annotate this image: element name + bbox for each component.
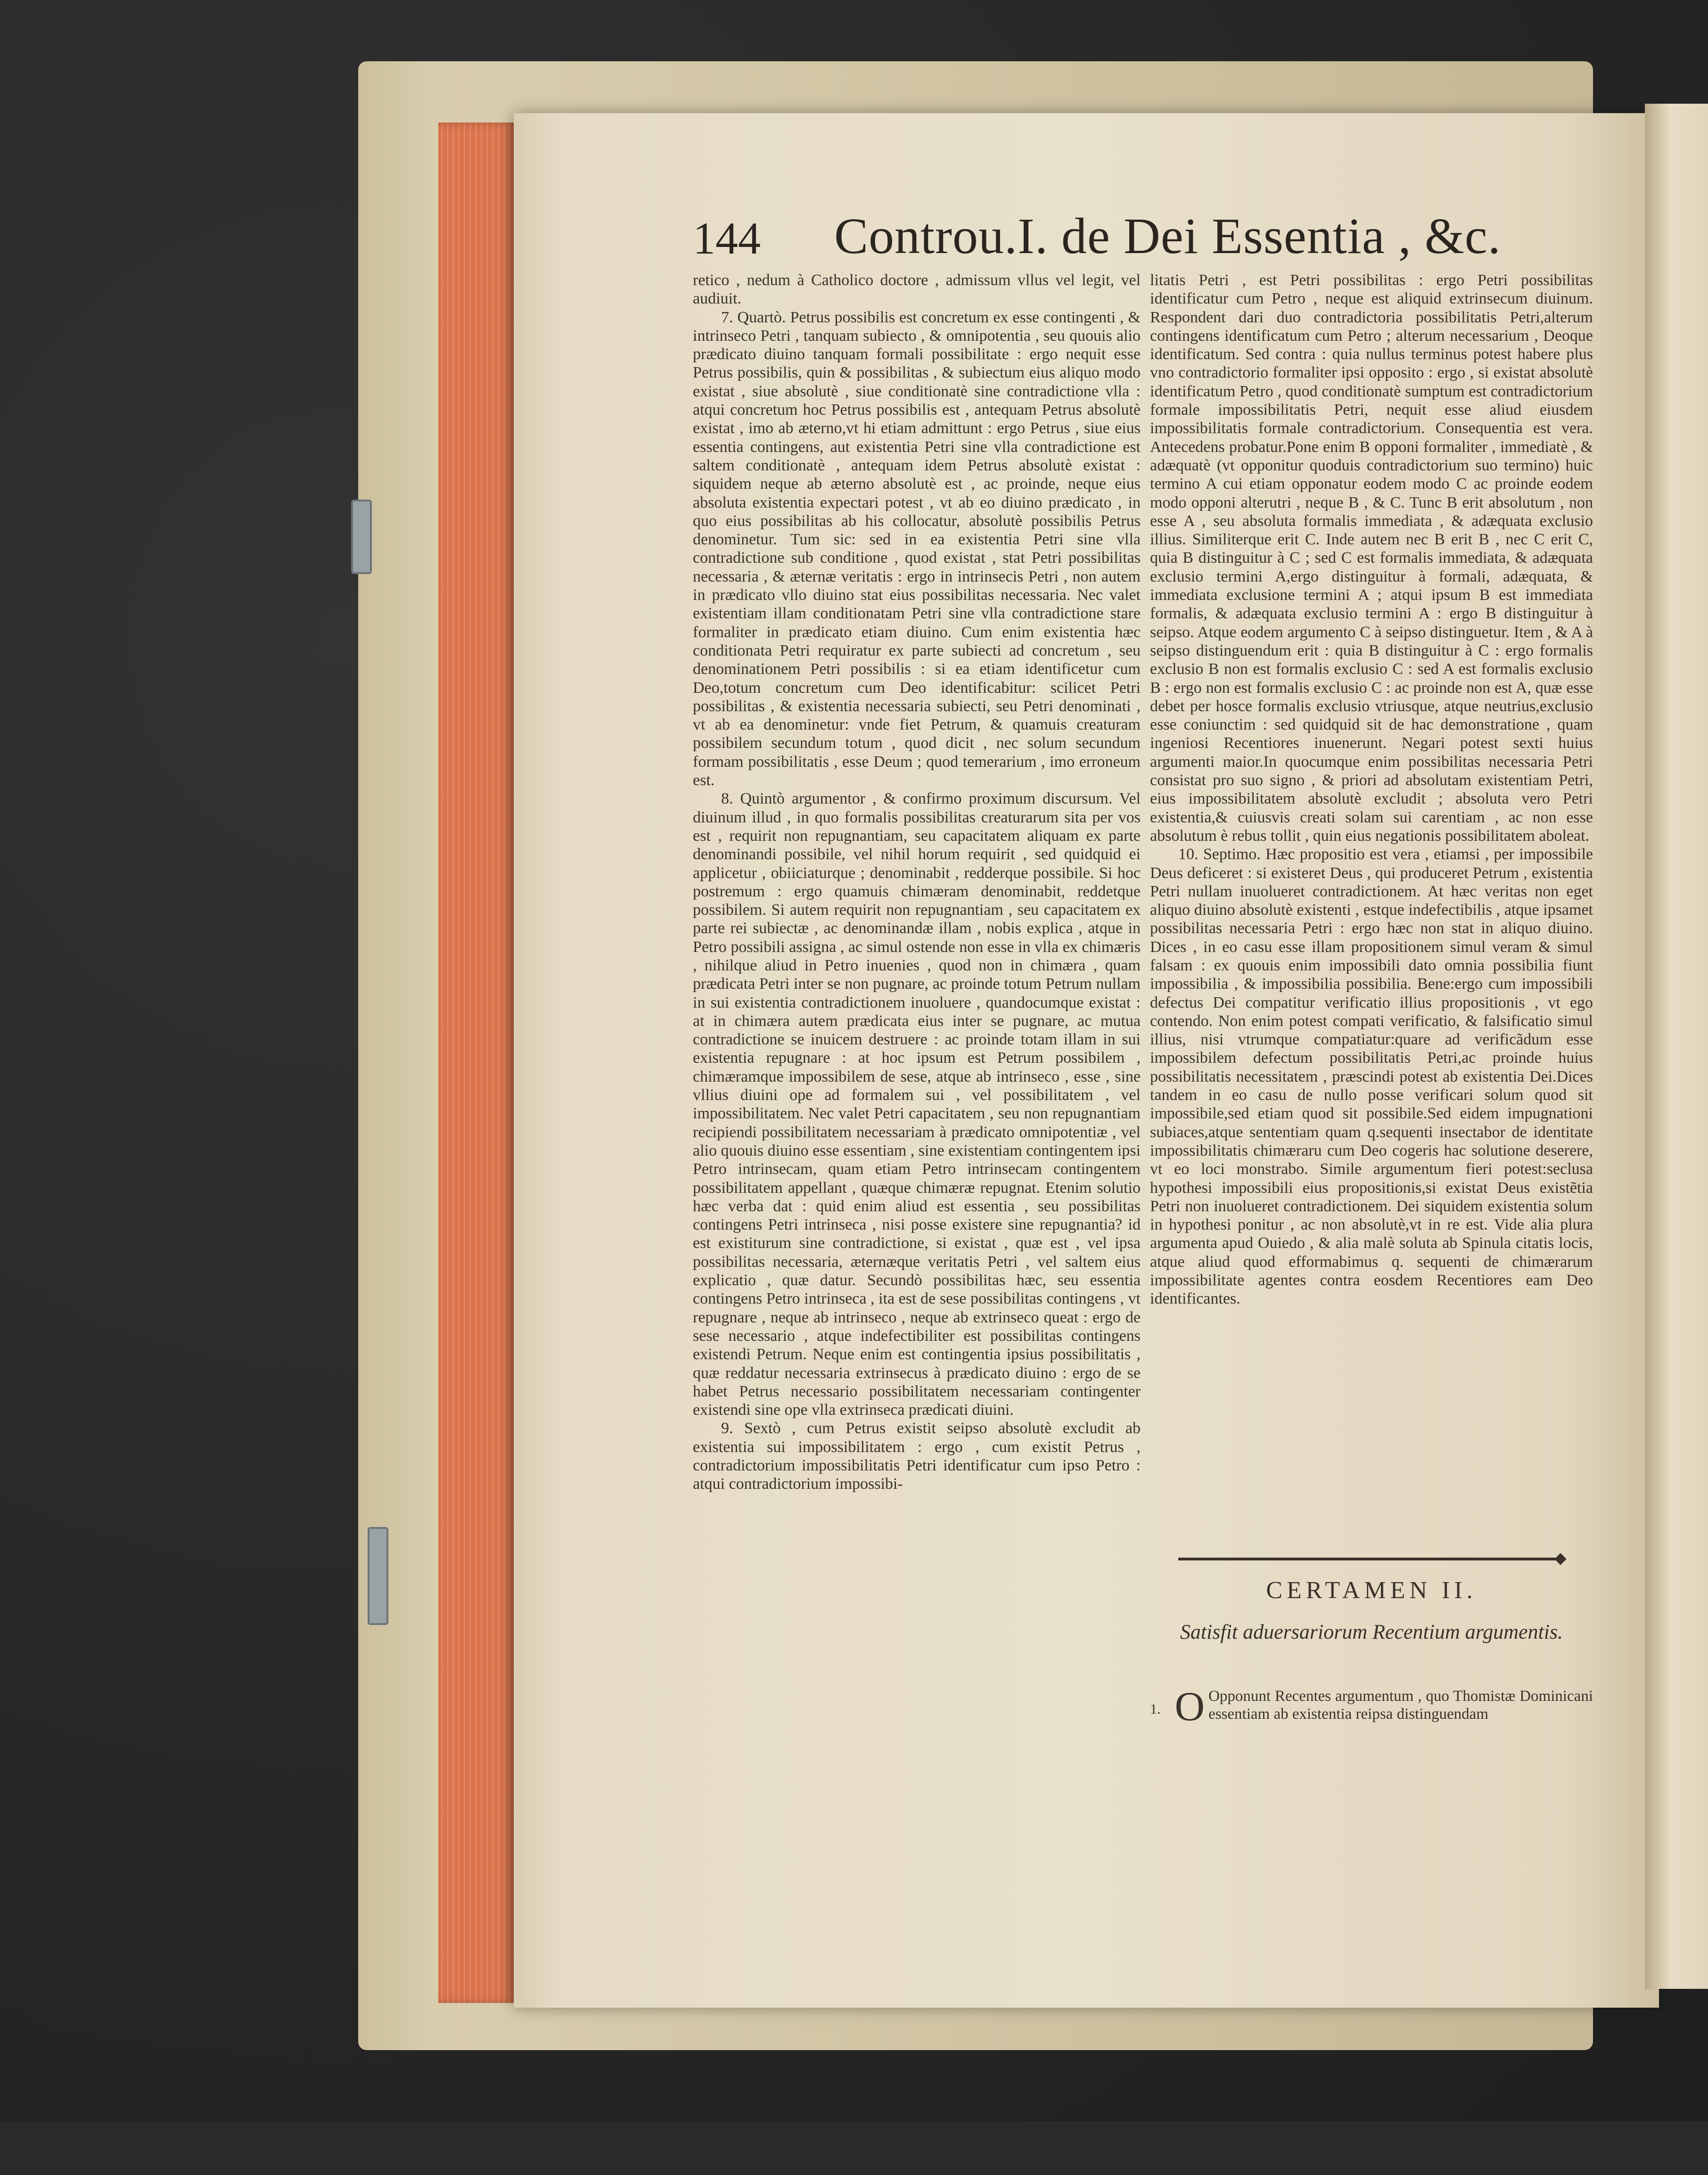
left-para-9: 9. Sextò , cum Petrus existit seipso absolutè excludit ab existentia sui impossibilitatem : ergo , cum existit Petrus , contradictorium impossibilitatis Petri identificatur cum ipso Petro : atqui contradictorium impossibi- <box>693 1420 1141 1493</box>
clasp-lower <box>368 1527 388 1625</box>
running-head <box>693 207 1579 269</box>
left-para-0: retico , nedum à Catholico doctore , admissum vllus vel legit, vel audiuit. <box>693 271 1141 308</box>
clasp-upper <box>351 500 372 574</box>
drop-cap: O <box>1174 1684 1205 1730</box>
section-rule <box>1178 1558 1555 1560</box>
right-column <box>1150 271 1593 1543</box>
right-para-10: 10. Septimo. Hæc propositio est vera , etiamsi , per impossibile Deus deficeret : si existeret Deus , qui produceret Petrum , existentia Petri nullam inuolueret contradictionem. At hæc veritas non eget aliquo diuino absolutè existenti , estque indefectibilis , atque ipsamet possibilitas necessaria Petri : ergo hæc non stat in aliquo diuino. Dices , in eo casu esse illam propositionem simul veram & simul falsam : ex quouis enim impossibili dato omnia possibilia fiunt impossibilia , & impossibilia possibilia. Bene:ergo cum impossibili defectus Dei compatitur verificatio illius propositionis , vt ego contendo. Non enim potest compati verificatio, & falsificatio simul illius, nisi vtrumque compatiatur:quare ad verificãdum esse impossibilem defectum possibilitatis Petri,ac proinde huius possibilitatis necessitatem , præscindi potest ab existentia Dei.Dices tandem in eo casu de nullo posse verificari solum quod sit impossibile,sed etiam quod sit possibile.Sed eidem impugnationi subiaces,atque sententiam quam q.sequenti insectabor de identitate impossibilitatis chimæraru cum Deo cogeris hac solutione deserere, vt eo loci monstrabo. Simile argumentum fieri potest:seclusa hypothesi impossibili eius propositionis,si existat Deus existẽtia Petri non inuolueret contradictionem. Dei siquidem existentia solum in hypothesi ponitur , ac non absolutè,vt in re est. Vide alia plura argumenta apud Ouiedo , & alia malè soluta ab Spinula citatis locis, atque aliud quod efformabimus q. sequenti de chimærarum impossibilitate agentes contra eosdem Recentiores eam Deo identificantes. <box>1150 845 1593 1308</box>
left-column <box>693 271 1141 2175</box>
running-title: Controu.I. de Dei Essentia , &c. <box>834 208 1501 264</box>
left-para-7: 7. Quartò. Petrus possibilis est concretum ex esse contingenti , & intrinseco Petri , tanquam subiecto , & omnipotentia , seu quouis alio prædicato diuino tanquam formali possibilitate : ergo nequit esse Petrus possibilis, quin & possibilitas , & subiectum eius aliquo modo existat , siue absolutè , siue conditionatè sine contradictione vlla : atqui concretum hoc Petrus possibilis est , antequam Petrus absolutè existat , imo ab æterno,vt hi etiam admittunt : ergo Petrus , siue eius essentia contingens, aut existentia Petri sine vlla contradictione est saltem conditionatè , antequam idem Petrus absolutè existat : siquidem neque ab æterno absolutè est , ac proinde, neque eius absoluta existentia expectari potest , vt ab eo diuino prædicato , in quo eius possibilitas ab his collocatur, absolutè possibilis Petrus denominetur. Tum sic: sed in ea existentia Petri sine vlla contradictione sub conditione , quod existat , stat Petri possibilitas necessaria , & æternæ veritatis : ergo in intrinsecis Petri , non autem in prædicato vllo diuino stat eius possibilitas necessaria. Nec valet existentiam illam conditionatam Petri sine vlla contradictione stare formaliter in prædicato etiam diuino. Cum enim existentia hæc conditionata Petri requiratur ex parte subiecti ad concretum , seu denominationem Petri possibilis : si ea etiam identificetur cum Deo,totum concretum cum Deo identificabitur: scilicet Petri possibilitas , & existentia necessaria subiecti, seu Petri denominati , vt ab ea denominetur: vnde fiet Petrum, & quamuis creaturam possibilem secundum totum , quod dicit , nec solum secundum formam possibilitatis , esse Deum ; quod temerarium , imo erroneum est. <box>693 308 1141 789</box>
facing-page-edge <box>1645 104 1708 1989</box>
page-edges-red <box>438 123 514 2003</box>
left-para-8: 8. Quintò argumentor , & confirmo proximum discursum. Vel diuinum illud , in quo formalis possibilitas creaturarum sita per vos est , requirit non repugnantiam, seu capacitatem aliquam ex parte denominandi possibile, vel nihil horum requirit , sed quidquid ei applicetur , obiiciaturque ; denominabit , redderque possibile. Si hoc postremum : ergo quamuis chimæram denominabit, reddetque possibilem. Si autem requirit non repugnantiam , seu capacitatem ex parte rei subiectæ , ac denominandæ illam , nobis explica , atque in Petro possibili assigna , ac simul ostende non esse in vlla ex chimæris , nihilque aliud in Petro inuenies , quod non in chimæra , quam prædicata Petri inter se non pugnare, ac proinde totum Petrum nullam in sui existentia contradictionem inuoluere , quandocumque existat : at in chimæra autem prædicata eius inter se pugnare, ac mutua contradictione se inuicem destruere : ac proinde totam illam in sui existentia repugnare : at hoc ipsum est Petrum possibilem , chimæramque impossibilem de sese, atque ab intrinseco , esse , sine vllius diuini ope ad formalem sui , vel possibilitatem , vel impossibilitatem. Nec valet Petri capacitatem , seu non repugnantiam recipiendi possibilitatem necessariam à prædicato omnipotentiæ , vel alio quouis diuino esse essentiam , sine existentiam contingentem ipsi Petro intrinsecam, quam etiam Petro intrinsecam contingentem possibilitatem appellant , quæque chimæræ repugnat. Etenim solutio hæc verba dat : quid enim aliud est essentia , seu possibilitas contingens Petri intrinseca , nisi posse existere sine repugnantia? id est existiturum sine contradictione, si existat , quæ est , vel ipsa possibilitas necessaria, æternæque veritatis Petri , vel saltem eius explicatio , quæ datur. Secundò possibilitas hæc, seu essentia contingens Petro intrinseca , ita est de sese possibilitas contingens , vt repugnare , neque ab intrinseco , neque ab extrinseco queat : ergo de sese necessario , atque indefectibiliter est possibilitas contingens existendi Petrum. Neque enim est contingentia ipsius possibilitatis , quæ reddatur necessaria extrinsecus à prædicato diuino : ergo de se habet Petrus necessario possibilitatem necessariam contingenter existendi sine ope vlla extrinseca prædicati diuini. <box>693 790 1141 1419</box>
page-number: 144 <box>693 213 761 263</box>
certamen-opening <box>1150 1684 1593 1730</box>
opening-text: Opponunt Recentes argumentum , quo Thomistæ Dominicani essentiam ab existentia reipsa distinguendam <box>1208 1688 1593 1723</box>
certamen-heading: CERTAMEN II. <box>1266 1577 1477 1604</box>
para-number: 1. <box>1150 1701 1161 1717</box>
certamen-subtitle: Satisfit aduersariorum Recentium argumentis. <box>1180 1620 1563 1643</box>
right-para-cont: litatis Petri , est Petri possibilitas : ergo Petri possibilitas identificatur cum Petro , neque est aliquid extrinsecum diuinum. Respondent dari duo contradictoria possibilitatis Petri,alterum contingens identificatum cum Petro ; alterum necessarium , Deoque identificatum. Sed contra : quia nullus terminus potest habere plus vno contradictorio formaliter ipsi opposito : ergo , si existat absolutè identificatum Petro , quod conditionatè sumptum est contradictorium formale impossibilitatis Petri, nequit esse aliud eiusdem impossibilitatis formale contradictorium. Consequentia est vera. Antecedens probatur.Pone enim B opponi formaliter , immediatè , & adæquatè (vt opponitur quoduis contradictorium suo termino) huic termino A cui etiam opponatur eodem modo C ac proinde eodem modo opponi alterutri , neque B , & C. Tunc B erit absolutum , non esse A , seu absoluta formalis immediata , & adæquata exclusio illius. Similiterque erit C. Inde autem nec B erit B , nec C erit C, quia B distinguitur à C ; sed C est formalis immediata, & adæquata exclusio termini A,ergo distinguitur à formali, adæquata, & immediata exclusione termini A ; atqui ipsum B est immediata formalis, & adæquata exclusio termini A : ergo B distinguitur à seipso. Atque eodem argumento C à seipso distinguetur. Item , & A à seipso distinguendum erit : quia B distinguitur à C : ergo formalis exclusio B non est formalis exclusio C : sed A est formalis exclusio B : ergo non est formalis exclusio C : ac proinde non est A, quæ esse debet per hosce formalis exclusio vtriusque, atque neutrius,exclusio esse coniunctim : sed quidquid sit de hac demonstratione , quam ingeniosi Recentiores inuenerunt. Negari potest sexti huius argumenti maior.In quocumque enim possibilitas necessaria Petri consistat pro suo signo , & priori ad absolutam existentiam Petri, eius impossibilitatem absolutè excludit ; absoluta vero Petri existentia,& cuiusvis creati solam sui carentiam , ac non esse absolutum è rebus tollit , quin eius negationis possibilitatem aboleat. <box>1150 271 1593 845</box>
